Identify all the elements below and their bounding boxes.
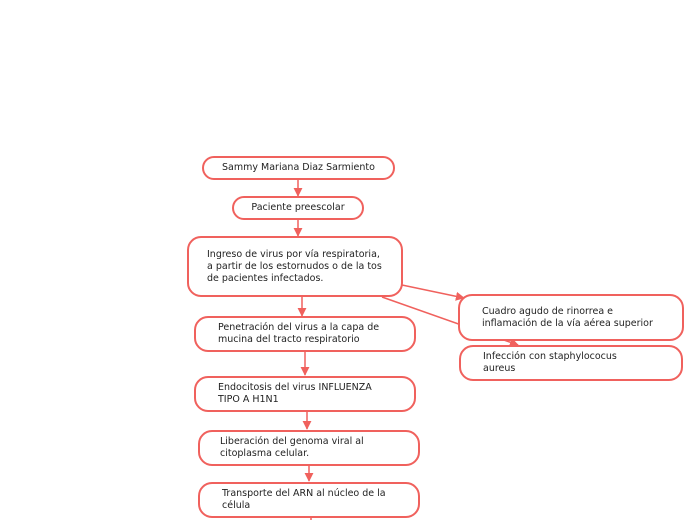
node-n2-label: Paciente preescolar bbox=[251, 202, 345, 213]
node-n8[interactable] bbox=[458, 294, 684, 341]
node-n3-label: Ingreso de virus por vía respiratoria, a partir de los estornudos o de la tos de pacientes infectados. bbox=[207, 248, 382, 284]
node-n2[interactable] bbox=[232, 196, 364, 220]
node-n6-label: Liberación del genoma viral al citoplasma celular. bbox=[220, 436, 364, 459]
node-n4[interactable] bbox=[194, 316, 416, 352]
node-n7[interactable] bbox=[198, 482, 420, 518]
node-n7-label: Transporte del ARN al núcleo de la célula bbox=[222, 488, 386, 511]
node-n9-label: Infección con staphylococus aureus bbox=[483, 351, 617, 374]
node-n4-label: Penetración del virus a la capa de mucina del tracto respiratorio bbox=[218, 322, 380, 345]
node-n6[interactable] bbox=[198, 430, 420, 466]
node-n1-label: Sammy Mariana Diaz Sarmiento bbox=[222, 162, 375, 173]
connector-n3-n8 bbox=[402, 285, 464, 298]
node-n8-label: Cuadro agudo de rinorrea e inflamación de la vía aérea superior bbox=[482, 305, 653, 329]
node-n5-label: Endocitosis del virus INFLUENZA TIPO A H1N1 bbox=[218, 382, 372, 405]
node-n1[interactable] bbox=[202, 156, 395, 180]
node-n9[interactable] bbox=[459, 345, 683, 381]
node-n5[interactable] bbox=[194, 376, 416, 412]
node-n3[interactable] bbox=[187, 236, 403, 297]
